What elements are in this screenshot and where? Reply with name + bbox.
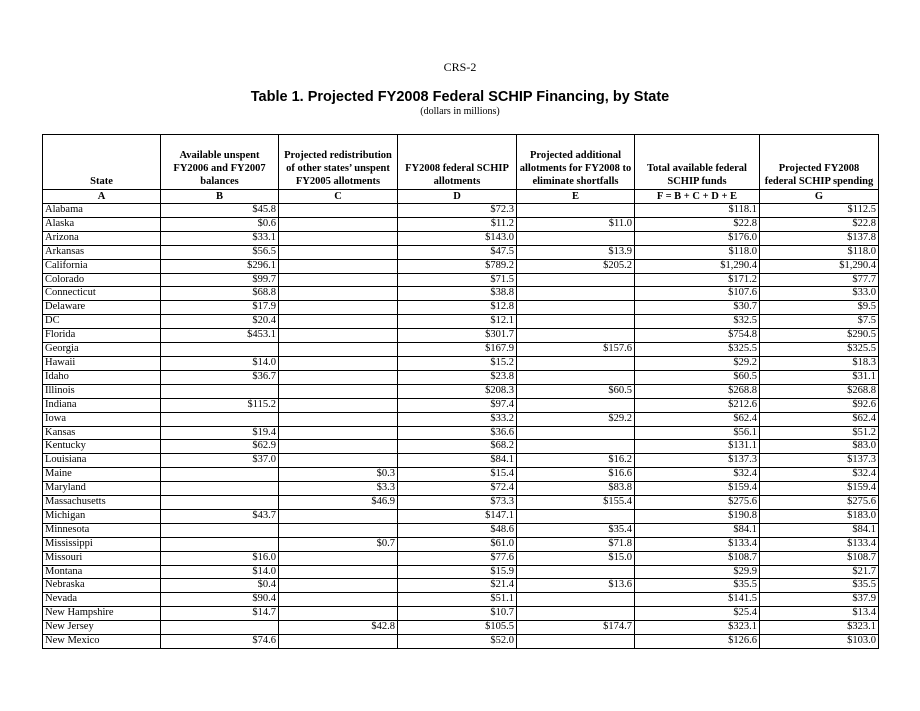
page-header: CRS-2	[443, 60, 477, 74]
value-cell	[161, 523, 279, 537]
value-cell: $133.4	[760, 537, 879, 551]
state-name-cell: Nevada	[43, 593, 161, 607]
value-cell: $45.8	[161, 204, 279, 218]
value-cell	[279, 356, 398, 370]
value-cell: $3.3	[279, 482, 398, 496]
value-cell: $36.7	[161, 370, 279, 384]
value-cell	[161, 537, 279, 551]
table-row	[43, 440, 879, 454]
value-cell: $35.5	[635, 579, 760, 593]
value-cell: $105.5	[398, 621, 517, 635]
value-cell	[517, 370, 635, 384]
table-row	[43, 579, 879, 593]
state-name-cell: Minnesota	[43, 523, 161, 537]
state-name-cell: Maine	[43, 468, 161, 482]
value-cell	[517, 273, 635, 287]
table-row	[43, 593, 879, 607]
table-row	[43, 356, 879, 370]
value-cell: $61.0	[398, 537, 517, 551]
value-cell: $115.2	[161, 398, 279, 412]
value-cell	[279, 204, 398, 218]
value-cell	[279, 440, 398, 454]
value-cell: $323.1	[635, 621, 760, 635]
value-cell: $754.8	[635, 329, 760, 343]
value-cell: $137.3	[635, 454, 760, 468]
state-name-cell: Mississippi	[43, 537, 161, 551]
table-row	[43, 245, 879, 259]
value-cell: $22.8	[635, 217, 760, 231]
column-letter-row	[43, 190, 879, 204]
value-cell: $51.1	[398, 593, 517, 607]
value-cell: $42.8	[279, 621, 398, 635]
column-header-additional-allotments: Projected additional allotments for FY2008 to eliminate shortfalls	[517, 135, 635, 190]
state-name-cell: Maryland	[43, 482, 161, 496]
value-cell: $171.2	[635, 273, 760, 287]
value-cell: $84.1	[635, 523, 760, 537]
value-cell	[279, 551, 398, 565]
value-cell: $212.6	[635, 398, 760, 412]
column-letter: F = B + C + D + E	[635, 190, 760, 204]
value-cell: $48.6	[398, 523, 517, 537]
value-cell	[517, 635, 635, 649]
value-cell	[161, 468, 279, 482]
value-cell: $1,290.4	[760, 259, 879, 273]
table-row	[43, 454, 879, 468]
value-cell: $92.6	[760, 398, 879, 412]
value-cell: $29.2	[517, 412, 635, 426]
state-name-cell: Arkansas	[43, 245, 161, 259]
column-letter: B	[161, 190, 279, 204]
value-cell: $126.6	[635, 635, 760, 649]
value-cell: $167.9	[398, 343, 517, 357]
value-cell: $301.7	[398, 329, 517, 343]
value-cell	[279, 329, 398, 343]
table-row	[43, 537, 879, 551]
value-cell: $16.2	[517, 454, 635, 468]
table-title: Table 1. Projected FY2008 Federal SCHIP Financing, by State	[250, 89, 670, 105]
value-cell: $108.7	[635, 551, 760, 565]
value-cell: $325.5	[635, 343, 760, 357]
value-cell	[517, 204, 635, 218]
value-cell: $13.4	[760, 607, 879, 621]
value-cell	[279, 565, 398, 579]
column-header-fy2008-allotments: FY2008 federal SCHIP allotments	[398, 135, 517, 190]
table-row	[43, 426, 879, 440]
value-cell: $325.5	[760, 343, 879, 357]
table-row	[43, 468, 879, 482]
value-cell: $43.7	[161, 509, 279, 523]
value-cell	[279, 273, 398, 287]
column-header-total-available: Total available federal SCHIP funds	[635, 135, 760, 190]
table-row	[43, 287, 879, 301]
value-cell: $290.5	[760, 329, 879, 343]
value-cell	[517, 398, 635, 412]
value-cell: $56.1	[635, 426, 760, 440]
state-name-cell: Massachusetts	[43, 496, 161, 510]
table-row	[43, 231, 879, 245]
value-cell: $62.4	[760, 412, 879, 426]
value-cell: $12.1	[398, 315, 517, 329]
value-cell: $73.3	[398, 496, 517, 510]
column-letter: C	[279, 190, 398, 204]
value-cell: $72.4	[398, 482, 517, 496]
value-cell: $275.6	[635, 496, 760, 510]
value-cell: $71.8	[517, 537, 635, 551]
value-cell: $205.2	[517, 259, 635, 273]
value-cell: $22.8	[760, 217, 879, 231]
value-cell: $131.1	[635, 440, 760, 454]
value-cell	[517, 287, 635, 301]
value-cell: $83.0	[760, 440, 879, 454]
value-cell: $14.0	[161, 356, 279, 370]
value-cell: $147.1	[398, 509, 517, 523]
value-cell	[279, 301, 398, 315]
value-cell: $77.7	[760, 273, 879, 287]
value-cell: $10.7	[398, 607, 517, 621]
table-row	[43, 204, 879, 218]
value-cell: $36.6	[398, 426, 517, 440]
value-cell	[517, 329, 635, 343]
value-cell: $99.7	[161, 273, 279, 287]
value-cell	[517, 440, 635, 454]
value-cell: $103.0	[760, 635, 879, 649]
value-cell	[279, 245, 398, 259]
value-cell	[279, 343, 398, 357]
state-name-cell: Indiana	[43, 398, 161, 412]
table-row	[43, 315, 879, 329]
column-header-redistribution: Projected redistribution of other states’ unspent FY2005 allotments	[279, 135, 398, 190]
value-cell	[279, 287, 398, 301]
value-cell	[279, 398, 398, 412]
value-cell	[517, 593, 635, 607]
value-cell: $0.7	[279, 537, 398, 551]
value-cell: $268.8	[635, 384, 760, 398]
value-cell: $0.3	[279, 468, 398, 482]
state-name-cell: Colorado	[43, 273, 161, 287]
value-cell	[161, 621, 279, 635]
state-name-cell: Louisiana	[43, 454, 161, 468]
value-cell: $176.0	[635, 231, 760, 245]
value-cell	[161, 496, 279, 510]
value-cell: $84.1	[398, 454, 517, 468]
value-cell: $174.7	[517, 621, 635, 635]
value-cell	[279, 593, 398, 607]
value-cell: $133.4	[635, 537, 760, 551]
table-row	[43, 329, 879, 343]
value-cell: $72.3	[398, 204, 517, 218]
value-cell: $84.1	[760, 523, 879, 537]
state-name-cell: Georgia	[43, 343, 161, 357]
table-row	[43, 259, 879, 273]
value-cell: $296.1	[161, 259, 279, 273]
value-cell: $35.5	[760, 579, 879, 593]
value-cell: $33.1	[161, 231, 279, 245]
column-header-state: State	[43, 135, 161, 190]
table-row	[43, 217, 879, 231]
value-cell: $29.2	[635, 356, 760, 370]
state-name-cell: Connecticut	[43, 287, 161, 301]
value-cell	[517, 607, 635, 621]
table-row	[43, 607, 879, 621]
table-row	[43, 273, 879, 287]
value-cell: $141.5	[635, 593, 760, 607]
value-cell: $159.4	[760, 482, 879, 496]
value-cell: $56.5	[161, 245, 279, 259]
value-cell	[161, 412, 279, 426]
column-header-projected-spending: Projected FY2008 federal SCHIP spending	[760, 135, 879, 190]
value-cell: $90.4	[161, 593, 279, 607]
value-cell	[279, 635, 398, 649]
value-cell: $33.2	[398, 412, 517, 426]
value-cell: $38.8	[398, 287, 517, 301]
value-cell: $11.2	[398, 217, 517, 231]
value-cell: $12.8	[398, 301, 517, 315]
value-cell	[517, 509, 635, 523]
value-cell	[279, 384, 398, 398]
column-header-row	[43, 135, 879, 190]
value-cell: $31.1	[760, 370, 879, 384]
value-cell: $17.9	[161, 301, 279, 315]
state-name-cell: California	[43, 259, 161, 273]
state-name-cell: Kansas	[43, 426, 161, 440]
value-cell: $62.9	[161, 440, 279, 454]
column-letter: E	[517, 190, 635, 204]
state-name-cell: Alabama	[43, 204, 161, 218]
value-cell	[517, 301, 635, 315]
value-cell	[279, 412, 398, 426]
value-cell	[517, 356, 635, 370]
table-row	[43, 523, 879, 537]
value-cell	[279, 509, 398, 523]
value-cell: $16.6	[517, 468, 635, 482]
value-cell: $71.5	[398, 273, 517, 287]
value-cell: $52.0	[398, 635, 517, 649]
value-cell: $107.6	[635, 287, 760, 301]
value-cell: $190.8	[635, 509, 760, 523]
value-cell: $0.4	[161, 579, 279, 593]
state-name-cell: DC	[43, 315, 161, 329]
value-cell: $19.4	[161, 426, 279, 440]
value-cell	[517, 565, 635, 579]
value-cell	[279, 315, 398, 329]
table-row	[43, 412, 879, 426]
value-cell	[279, 607, 398, 621]
value-cell: $9.5	[760, 301, 879, 315]
value-cell: $23.8	[398, 370, 517, 384]
value-cell	[161, 384, 279, 398]
value-cell: $51.2	[760, 426, 879, 440]
value-cell: $323.1	[760, 621, 879, 635]
value-cell: $15.4	[398, 468, 517, 482]
value-cell: $7.5	[760, 315, 879, 329]
value-cell	[279, 231, 398, 245]
value-cell: $25.4	[635, 607, 760, 621]
value-cell: $789.2	[398, 259, 517, 273]
value-cell: $208.3	[398, 384, 517, 398]
value-cell: $97.4	[398, 398, 517, 412]
value-cell: $74.6	[161, 635, 279, 649]
table-row	[43, 343, 879, 357]
column-letter: A	[43, 190, 161, 204]
value-cell: $60.5	[517, 384, 635, 398]
state-name-cell: Nebraska	[43, 579, 161, 593]
state-name-cell: New Jersey	[43, 621, 161, 635]
value-cell: $155.4	[517, 496, 635, 510]
value-cell: $275.6	[760, 496, 879, 510]
column-header-unspent-balances: Available unspent FY2006 and FY2007 balances	[161, 135, 279, 190]
value-cell: $118.0	[760, 245, 879, 259]
table-row	[43, 301, 879, 315]
table-row	[43, 398, 879, 412]
value-cell: $35.4	[517, 523, 635, 537]
value-cell: $37.9	[760, 593, 879, 607]
value-cell	[279, 370, 398, 384]
value-cell: $15.9	[398, 565, 517, 579]
value-cell: $118.1	[635, 204, 760, 218]
value-cell: $15.2	[398, 356, 517, 370]
table-row	[43, 551, 879, 565]
value-cell: $83.8	[517, 482, 635, 496]
state-name-cell: Missouri	[43, 551, 161, 565]
value-cell: $62.4	[635, 412, 760, 426]
value-cell: $30.7	[635, 301, 760, 315]
value-cell: $157.6	[517, 343, 635, 357]
value-cell: $13.6	[517, 579, 635, 593]
value-cell: $108.7	[760, 551, 879, 565]
state-name-cell: Alaska	[43, 217, 161, 231]
value-cell	[517, 231, 635, 245]
state-name-cell: Idaho	[43, 370, 161, 384]
value-cell: $68.2	[398, 440, 517, 454]
value-cell: $14.0	[161, 565, 279, 579]
value-cell: $32.4	[635, 468, 760, 482]
table-row	[43, 496, 879, 510]
state-name-cell: Michigan	[43, 509, 161, 523]
state-name-cell: Arizona	[43, 231, 161, 245]
value-cell: $137.3	[760, 454, 879, 468]
value-cell: $453.1	[161, 329, 279, 343]
value-cell: $16.0	[161, 551, 279, 565]
table-row	[43, 565, 879, 579]
state-name-cell: Illinois	[43, 384, 161, 398]
state-name-cell: New Mexico	[43, 635, 161, 649]
schip-financing-table	[42, 134, 879, 649]
value-cell: $1,290.4	[635, 259, 760, 273]
value-cell: $33.0	[760, 287, 879, 301]
value-cell	[517, 315, 635, 329]
value-cell: $21.4	[398, 579, 517, 593]
value-cell	[279, 259, 398, 273]
value-cell: $137.8	[760, 231, 879, 245]
value-cell: $68.8	[161, 287, 279, 301]
value-cell: $46.9	[279, 496, 398, 510]
value-cell	[279, 426, 398, 440]
value-cell: $112.5	[760, 204, 879, 218]
table-row	[43, 509, 879, 523]
table-row	[43, 482, 879, 496]
value-cell: $18.3	[760, 356, 879, 370]
value-cell	[279, 454, 398, 468]
value-cell: $32.5	[635, 315, 760, 329]
value-cell: $77.6	[398, 551, 517, 565]
value-cell: $13.9	[517, 245, 635, 259]
column-letter: D	[398, 190, 517, 204]
state-name-cell: Hawaii	[43, 356, 161, 370]
table-body	[43, 204, 879, 649]
table-row	[43, 384, 879, 398]
value-cell	[517, 426, 635, 440]
value-cell: $118.0	[635, 245, 760, 259]
value-cell	[279, 579, 398, 593]
value-cell: $29.9	[635, 565, 760, 579]
value-cell: $143.0	[398, 231, 517, 245]
state-name-cell: Florida	[43, 329, 161, 343]
table-row	[43, 370, 879, 384]
value-cell: $268.8	[760, 384, 879, 398]
value-cell: $11.0	[517, 217, 635, 231]
value-cell	[161, 482, 279, 496]
table-row	[43, 621, 879, 635]
value-cell	[279, 217, 398, 231]
value-cell: $14.7	[161, 607, 279, 621]
value-cell: $21.7	[760, 565, 879, 579]
column-letter: G	[760, 190, 879, 204]
value-cell: $32.4	[760, 468, 879, 482]
state-name-cell: Kentucky	[43, 440, 161, 454]
value-cell: $47.5	[398, 245, 517, 259]
value-cell: $159.4	[635, 482, 760, 496]
state-name-cell: New Hampshire	[43, 607, 161, 621]
value-cell	[279, 523, 398, 537]
state-name-cell: Iowa	[43, 412, 161, 426]
value-cell: $60.5	[635, 370, 760, 384]
state-name-cell: Delaware	[43, 301, 161, 315]
value-cell: $0.6	[161, 217, 279, 231]
value-cell	[161, 343, 279, 357]
value-cell: $183.0	[760, 509, 879, 523]
table-subtitle: (dollars in millions)	[420, 106, 500, 117]
state-name-cell: Montana	[43, 565, 161, 579]
value-cell: $20.4	[161, 315, 279, 329]
value-cell: $37.0	[161, 454, 279, 468]
table-row	[43, 635, 879, 649]
value-cell: $15.0	[517, 551, 635, 565]
